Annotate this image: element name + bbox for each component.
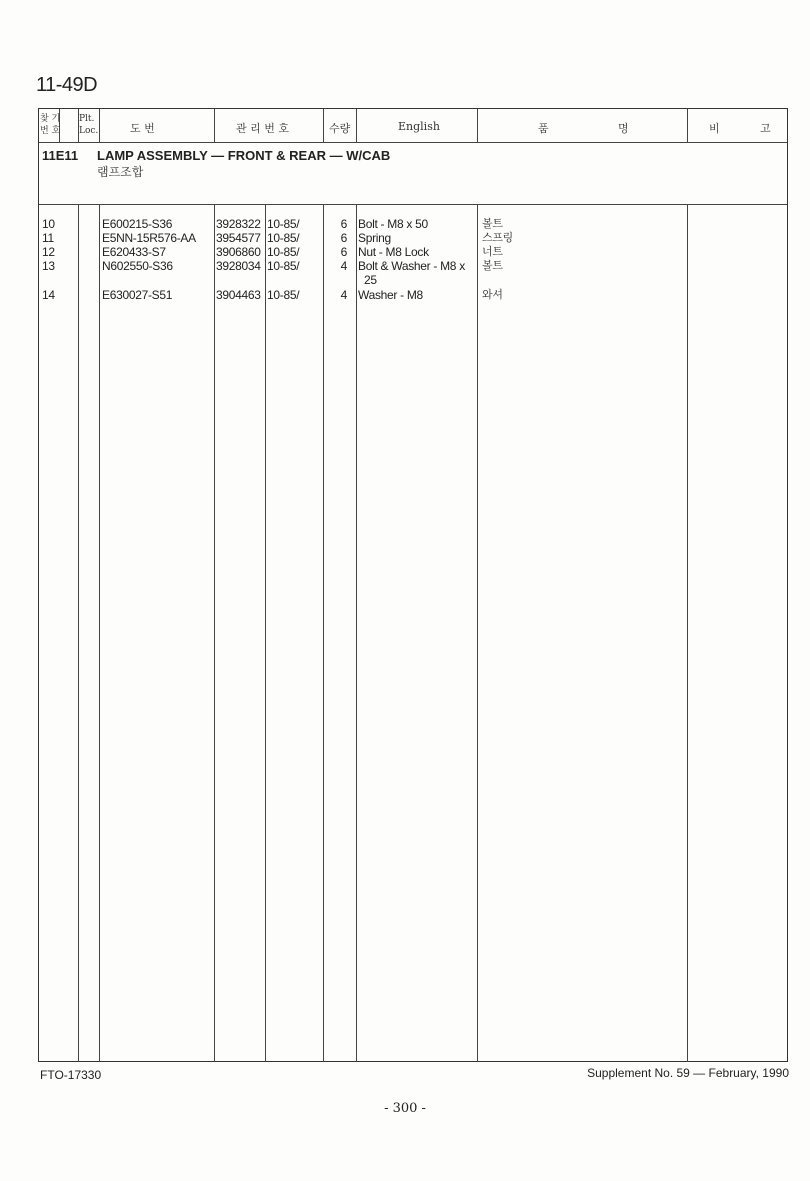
korean-name: 스프링 bbox=[482, 232, 513, 244]
english-description: Nut - M8 Lock bbox=[358, 245, 429, 259]
effective-date: 10-85/ bbox=[267, 231, 300, 245]
header-name-right: 명 bbox=[618, 122, 629, 135]
quantity: 4 bbox=[340, 288, 347, 302]
quantity: 6 bbox=[340, 245, 347, 259]
table-row bbox=[0, 245, 810, 259]
section-code: 11E11 bbox=[42, 148, 79, 163]
ref-no: 12 bbox=[42, 245, 55, 259]
table-row-continuation bbox=[0, 273, 810, 287]
col-divider bbox=[99, 204, 100, 1062]
korean-name: 와셔 bbox=[482, 289, 503, 301]
english-description: Washer - M8 bbox=[358, 288, 423, 302]
drawing-no: E5NN-15R576-AA bbox=[102, 231, 196, 245]
english-description: Spring bbox=[358, 231, 391, 245]
ref-no: 10 bbox=[42, 217, 55, 231]
col-divider bbox=[477, 109, 478, 142]
effective-date: 10-85/ bbox=[267, 288, 300, 302]
col-divider bbox=[356, 109, 357, 142]
col-divider bbox=[687, 109, 688, 142]
mgmt-no: 3904463 bbox=[216, 288, 261, 302]
effective-date: 10-85/ bbox=[267, 245, 300, 259]
section-title: LAMP ASSEMBLY — FRONT & REAR — W/CAB bbox=[97, 148, 391, 163]
drawing-no: N602550-S36 bbox=[102, 259, 173, 273]
col-divider bbox=[477, 204, 478, 1062]
document-number: FTO-17330 bbox=[40, 1068, 102, 1082]
mgmt-no: 3954577 bbox=[216, 231, 261, 245]
header-english: English bbox=[398, 120, 440, 133]
col-divider bbox=[687, 204, 688, 1062]
korean-name: 볼트 bbox=[482, 218, 503, 230]
korean-name: 너트 bbox=[482, 246, 503, 258]
header-drawing-no: 도 번 bbox=[130, 122, 155, 135]
header-name-left: 품 bbox=[538, 122, 549, 135]
header-mgmt-no: 관 리 번 호 bbox=[236, 122, 289, 135]
header-remarks-left: 비 bbox=[709, 122, 720, 135]
effective-date: 10-85/ bbox=[267, 259, 300, 273]
table-row bbox=[0, 259, 810, 273]
col-divider bbox=[323, 204, 324, 1062]
ref-no: 11 bbox=[42, 231, 54, 245]
header-plt-top: Plt. bbox=[79, 114, 95, 124]
drawing-no: E600215-S36 bbox=[102, 217, 173, 231]
header-plt-bottom: Loc. bbox=[79, 126, 99, 136]
header-remarks-right: 고 bbox=[760, 122, 771, 135]
mgmt-no: 3906860 bbox=[216, 245, 261, 259]
section-korean-title: 램프조합 bbox=[97, 165, 144, 179]
header-qty: 수량 bbox=[329, 122, 351, 135]
english-description: Bolt & Washer - M8 x bbox=[358, 259, 465, 273]
mgmt-no: 3928322 bbox=[216, 217, 261, 231]
mgmt-no: 3928034 bbox=[216, 259, 261, 273]
table-row bbox=[0, 288, 810, 302]
quantity: 6 bbox=[340, 217, 347, 231]
english-description: Bolt - M8 x 50 bbox=[358, 217, 428, 231]
table-row bbox=[0, 217, 810, 231]
effective-date: 10-85/ bbox=[267, 217, 300, 231]
col-divider bbox=[323, 109, 324, 142]
drawing-no: E620433-S7 bbox=[102, 245, 166, 259]
col-divider bbox=[78, 204, 79, 1062]
header-find-no-bottom: 번 호 bbox=[40, 126, 61, 136]
korean-name: 볼트 bbox=[482, 260, 503, 272]
drawing-no: E630027-S51 bbox=[102, 288, 173, 302]
header-find-no-top: 찾 기 bbox=[40, 114, 61, 124]
col-divider bbox=[214, 204, 215, 1062]
ref-no: 13 bbox=[42, 259, 55, 273]
col-divider bbox=[356, 204, 357, 1062]
ref-no: 14 bbox=[42, 288, 55, 302]
quantity: 6 bbox=[340, 231, 347, 245]
section-divider bbox=[39, 204, 787, 205]
col-divider bbox=[214, 109, 215, 142]
page-code: 11-49D bbox=[36, 74, 98, 96]
col-divider bbox=[265, 204, 266, 1062]
english-description-continued: 25 bbox=[364, 273, 377, 287]
table-row bbox=[0, 231, 810, 245]
col-divider bbox=[99, 109, 100, 142]
page-number: - 300 - bbox=[384, 1101, 426, 1116]
supplement-info: Supplement No. 59 — February, 1990 bbox=[587, 1066, 789, 1080]
header-divider bbox=[39, 142, 787, 143]
quantity: 4 bbox=[340, 259, 347, 273]
